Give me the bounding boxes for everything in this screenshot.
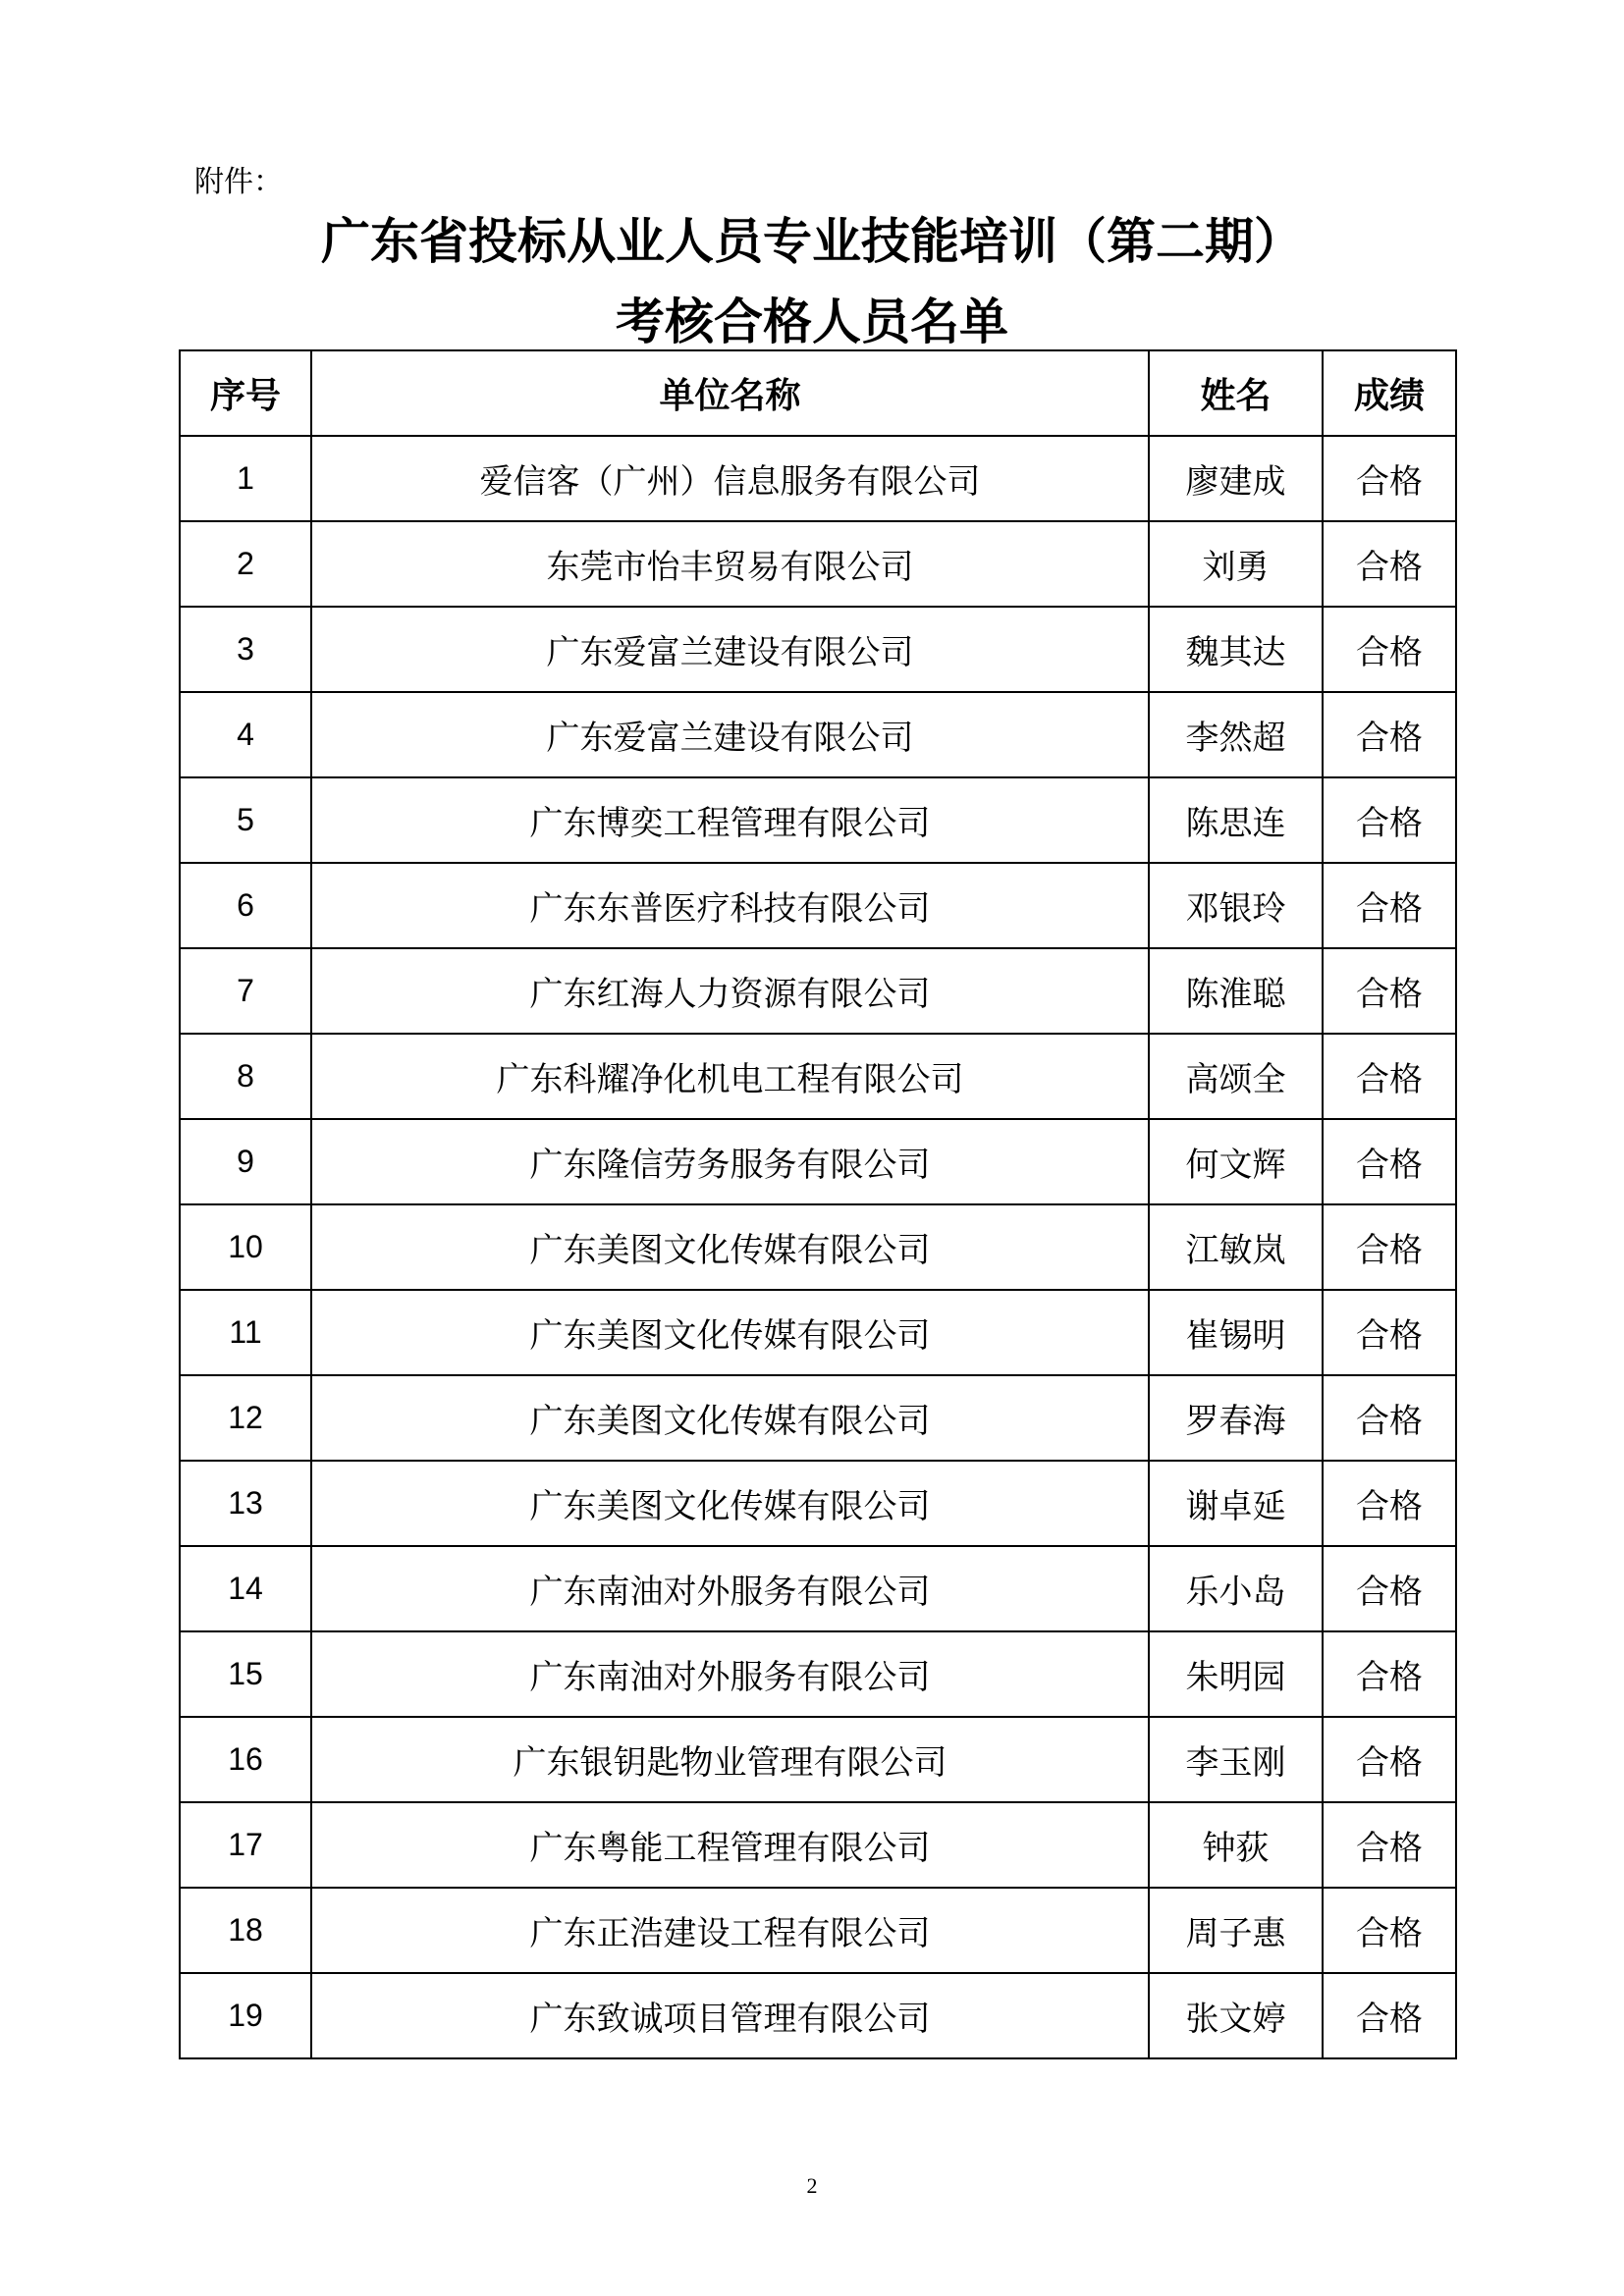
cell-name: 乐小岛 [1149, 1546, 1323, 1631]
cell-unit-name: 广东美图文化传媒有限公司 [311, 1461, 1149, 1546]
cell-serial-number: 3 [180, 607, 311, 692]
cell-unit-name: 爱信客（广州）信息服务有限公司 [311, 436, 1149, 521]
cell-unit-name: 广东隆信劳务服务有限公司 [311, 1119, 1149, 1204]
cell-serial-number: 1 [180, 436, 311, 521]
cell-name: 陈思连 [1149, 777, 1323, 863]
cell-unit-name: 广东南油对外服务有限公司 [311, 1546, 1149, 1631]
cell-result: 合格 [1323, 1034, 1456, 1119]
table-row [180, 1290, 1456, 1375]
cell-serial-number: 6 [180, 863, 311, 948]
cell-name: 李玉刚 [1149, 1717, 1323, 1802]
table-row [180, 1461, 1456, 1546]
cell-unit-name: 广东粤能工程管理有限公司 [311, 1802, 1149, 1888]
cell-unit-name: 广东东普医疗科技有限公司 [311, 863, 1149, 948]
table-header-row [180, 350, 1456, 436]
cell-unit-name: 广东红海人力资源有限公司 [311, 948, 1149, 1034]
cell-serial-number: 16 [180, 1717, 311, 1802]
cell-result: 合格 [1323, 863, 1456, 948]
cell-unit-name: 广东爱富兰建设有限公司 [311, 692, 1149, 777]
cell-unit-name: 广东正浩建设工程有限公司 [311, 1888, 1149, 1973]
cell-name: 江敏岚 [1149, 1204, 1323, 1290]
cell-name: 邓银玲 [1149, 863, 1323, 948]
cell-result: 合格 [1323, 607, 1456, 692]
cell-result: 合格 [1323, 1888, 1456, 1973]
cell-name: 高颂全 [1149, 1034, 1323, 1119]
cell-result: 合格 [1323, 1546, 1456, 1631]
cell-result: 合格 [1323, 1802, 1456, 1888]
cell-serial-number: 15 [180, 1631, 311, 1717]
table-row [180, 1973, 1456, 2058]
table-row [180, 1631, 1456, 1717]
cell-result: 合格 [1323, 436, 1456, 521]
cell-unit-name: 广东美图文化传媒有限公司 [311, 1204, 1149, 1290]
table-row [180, 607, 1456, 692]
page-number: 2 [806, 2173, 818, 2198]
table-row [180, 436, 1456, 521]
cell-unit-name: 广东银钥匙物业管理有限公司 [311, 1717, 1149, 1802]
cell-result: 合格 [1323, 1973, 1456, 2058]
cell-result: 合格 [1323, 521, 1456, 607]
table-body [180, 436, 1456, 2058]
table-row [180, 1888, 1456, 1973]
cell-unit-name: 广东博奕工程管理有限公司 [311, 777, 1149, 863]
cell-name: 刘勇 [1149, 521, 1323, 607]
table-row [180, 1717, 1456, 1802]
cell-name: 钟荻 [1149, 1802, 1323, 1888]
cell-unit-name: 广东致诚项目管理有限公司 [311, 1973, 1149, 2058]
cell-result: 合格 [1323, 1461, 1456, 1546]
cell-serial-number: 7 [180, 948, 311, 1034]
cell-result: 合格 [1323, 1204, 1456, 1290]
table-row [180, 1034, 1456, 1119]
cell-serial-number: 11 [180, 1290, 311, 1375]
cell-name: 崔锡明 [1149, 1290, 1323, 1375]
cell-name: 魏其达 [1149, 607, 1323, 692]
cell-serial-number: 4 [180, 692, 311, 777]
cell-serial-number: 5 [180, 777, 311, 863]
table-row [180, 1204, 1456, 1290]
cell-unit-name: 广东南油对外服务有限公司 [311, 1631, 1149, 1717]
cell-serial-number: 12 [180, 1375, 311, 1461]
cell-name: 朱明园 [1149, 1631, 1323, 1717]
header-name: 姓名 [1149, 350, 1323, 436]
table-row [180, 1802, 1456, 1888]
cell-result: 合格 [1323, 1375, 1456, 1461]
cell-result: 合格 [1323, 1631, 1456, 1717]
cell-unit-name: 广东美图文化传媒有限公司 [311, 1290, 1149, 1375]
cell-result: 合格 [1323, 1717, 1456, 1802]
cell-name: 廖建成 [1149, 436, 1323, 521]
cell-unit-name: 东莞市怡丰贸易有限公司 [311, 521, 1149, 607]
cell-unit-name: 广东爱富兰建设有限公司 [311, 607, 1149, 692]
header-unit-name: 单位名称 [311, 350, 1149, 436]
cell-name: 谢卓延 [1149, 1461, 1323, 1546]
cell-serial-number: 14 [180, 1546, 311, 1631]
cell-result: 合格 [1323, 1290, 1456, 1375]
header-result: 成绩 [1323, 350, 1456, 436]
cell-name: 李然超 [1149, 692, 1323, 777]
cell-unit-name: 广东美图文化传媒有限公司 [311, 1375, 1149, 1461]
table-row [180, 521, 1456, 607]
header-serial-number: 序号 [180, 350, 311, 436]
cell-result: 合格 [1323, 692, 1456, 777]
table-row [180, 1546, 1456, 1631]
cell-serial-number: 10 [180, 1204, 311, 1290]
cell-name: 何文辉 [1149, 1119, 1323, 1204]
cell-name: 张文婷 [1149, 1973, 1323, 2058]
cell-name: 周子惠 [1149, 1888, 1323, 1973]
cell-result: 合格 [1323, 948, 1456, 1034]
table-row [180, 692, 1456, 777]
document-title: 广东省投标从业人员专业技能培训（第二期） [321, 212, 1303, 270]
cell-serial-number: 2 [180, 521, 311, 607]
cell-unit-name: 广东科耀净化机电工程有限公司 [311, 1034, 1149, 1119]
cell-serial-number: 17 [180, 1802, 311, 1888]
qualified-personnel-table [179, 349, 1457, 2059]
cell-serial-number: 19 [180, 1973, 311, 2058]
attachment-label: 附件： [194, 165, 283, 199]
cell-serial-number: 9 [180, 1119, 311, 1204]
table-row [180, 1119, 1456, 1204]
table-row [180, 863, 1456, 948]
cell-name: 罗春海 [1149, 1375, 1323, 1461]
cell-serial-number: 8 [180, 1034, 311, 1119]
document-subtitle: 考核合格人员名单 [616, 293, 1008, 350]
cell-result: 合格 [1323, 1119, 1456, 1204]
table-row [180, 1375, 1456, 1461]
table-row [180, 777, 1456, 863]
cell-serial-number: 18 [180, 1888, 311, 1973]
cell-serial-number: 13 [180, 1461, 311, 1546]
cell-result: 合格 [1323, 777, 1456, 863]
cell-name: 陈淮聪 [1149, 948, 1323, 1034]
table-row [180, 948, 1456, 1034]
